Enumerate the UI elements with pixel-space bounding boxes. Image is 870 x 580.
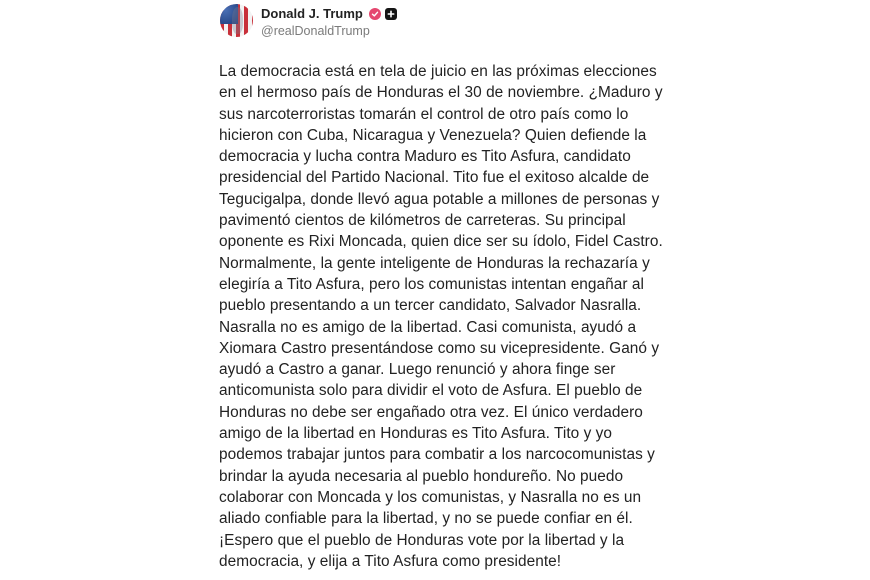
post-line: Nasralla no es amigo de la libertad. Casi comunista, ayudó a (219, 318, 637, 336)
post-line: Normalmente, la gente inteligente de Honduras la rechazaría y (219, 254, 650, 272)
post-line: podemos trabajar juntos para combatir a los narcocomunistas y (219, 446, 655, 464)
post-line: oponente es Rixi Moncada, quien dice ser su ídolo, Fidel Castro. (219, 233, 663, 251)
post-line: sus narcoterroristas tomarán el control de otro país como lo (219, 105, 629, 123)
post-header (219, 0, 659, 50)
post-line: ayudó a Castro a ganar. Luego renunció y ahora finge ser (219, 361, 616, 379)
post-line: ¡Espero que el pueblo de Honduras vote por la libertad y la (219, 531, 625, 549)
post-line: brindar la ayuda necesaria al pueblo hondureño. No puedo (219, 467, 624, 485)
post-line: pavimentó cientos de kilómetros de carreteras. Su principal (219, 212, 626, 230)
post-line: hicieron con Cuba, Nicaragua y Venezuela? Quien defiende la (219, 126, 647, 144)
author-handle[interactable]: @realDonaldTrump (261, 24, 370, 38)
post-line: colaborar con Moncada y los comunistas, y Nasralla no es un (219, 488, 642, 506)
post-line: pueblo presentando a un tercer candidato, Salvador Nasralla. (219, 297, 642, 315)
post-line: La democracia está en tela de juicio en las próximas elecciones (219, 63, 657, 80)
post-line: democracia y lucha contra Maduro es Tito Asfura, candidato (219, 148, 631, 166)
post-line: presidencial del Partido Nacional. Tito fue el exitoso alcalde de (219, 169, 650, 187)
post-line: aliado confiable para la libertad, y no se puede confiar en él. (219, 510, 633, 528)
post-line: en el hermoso país de Honduras el 30 de noviembre. ¿Maduro y (219, 84, 663, 102)
post-line: democracia, y elija a Tito Asfura como presidente! (219, 552, 562, 570)
post-card (219, 0, 663, 570)
post-line: Tegucigalpa, donde llevó agua potable a millones de personas y (219, 190, 660, 208)
portrait-icon (232, 7, 244, 33)
post-line: elegiría a Tito Asfura, pero los comunistas intentan engañar al (219, 275, 644, 293)
post-body (219, 61, 663, 572)
post-line: amigo de la libertad en Honduras es Tito Asfura. Tito y yo (219, 425, 613, 443)
post-line: Honduras no debe ser engañado otra vez. El único verdadero (219, 403, 643, 421)
avatar[interactable] (220, 4, 253, 37)
post-line: anticomunista solo para dividir el voto de Asfura. El pueblo de (219, 382, 643, 400)
name-row (261, 6, 397, 21)
verified-badge-icon (369, 8, 381, 20)
author-name[interactable]: Donald J. Trump (261, 6, 363, 21)
plus-badge-icon (385, 8, 397, 20)
post-line: Xiomara Castro presentándose como su vicepresidente. Ganó y (219, 339, 660, 357)
